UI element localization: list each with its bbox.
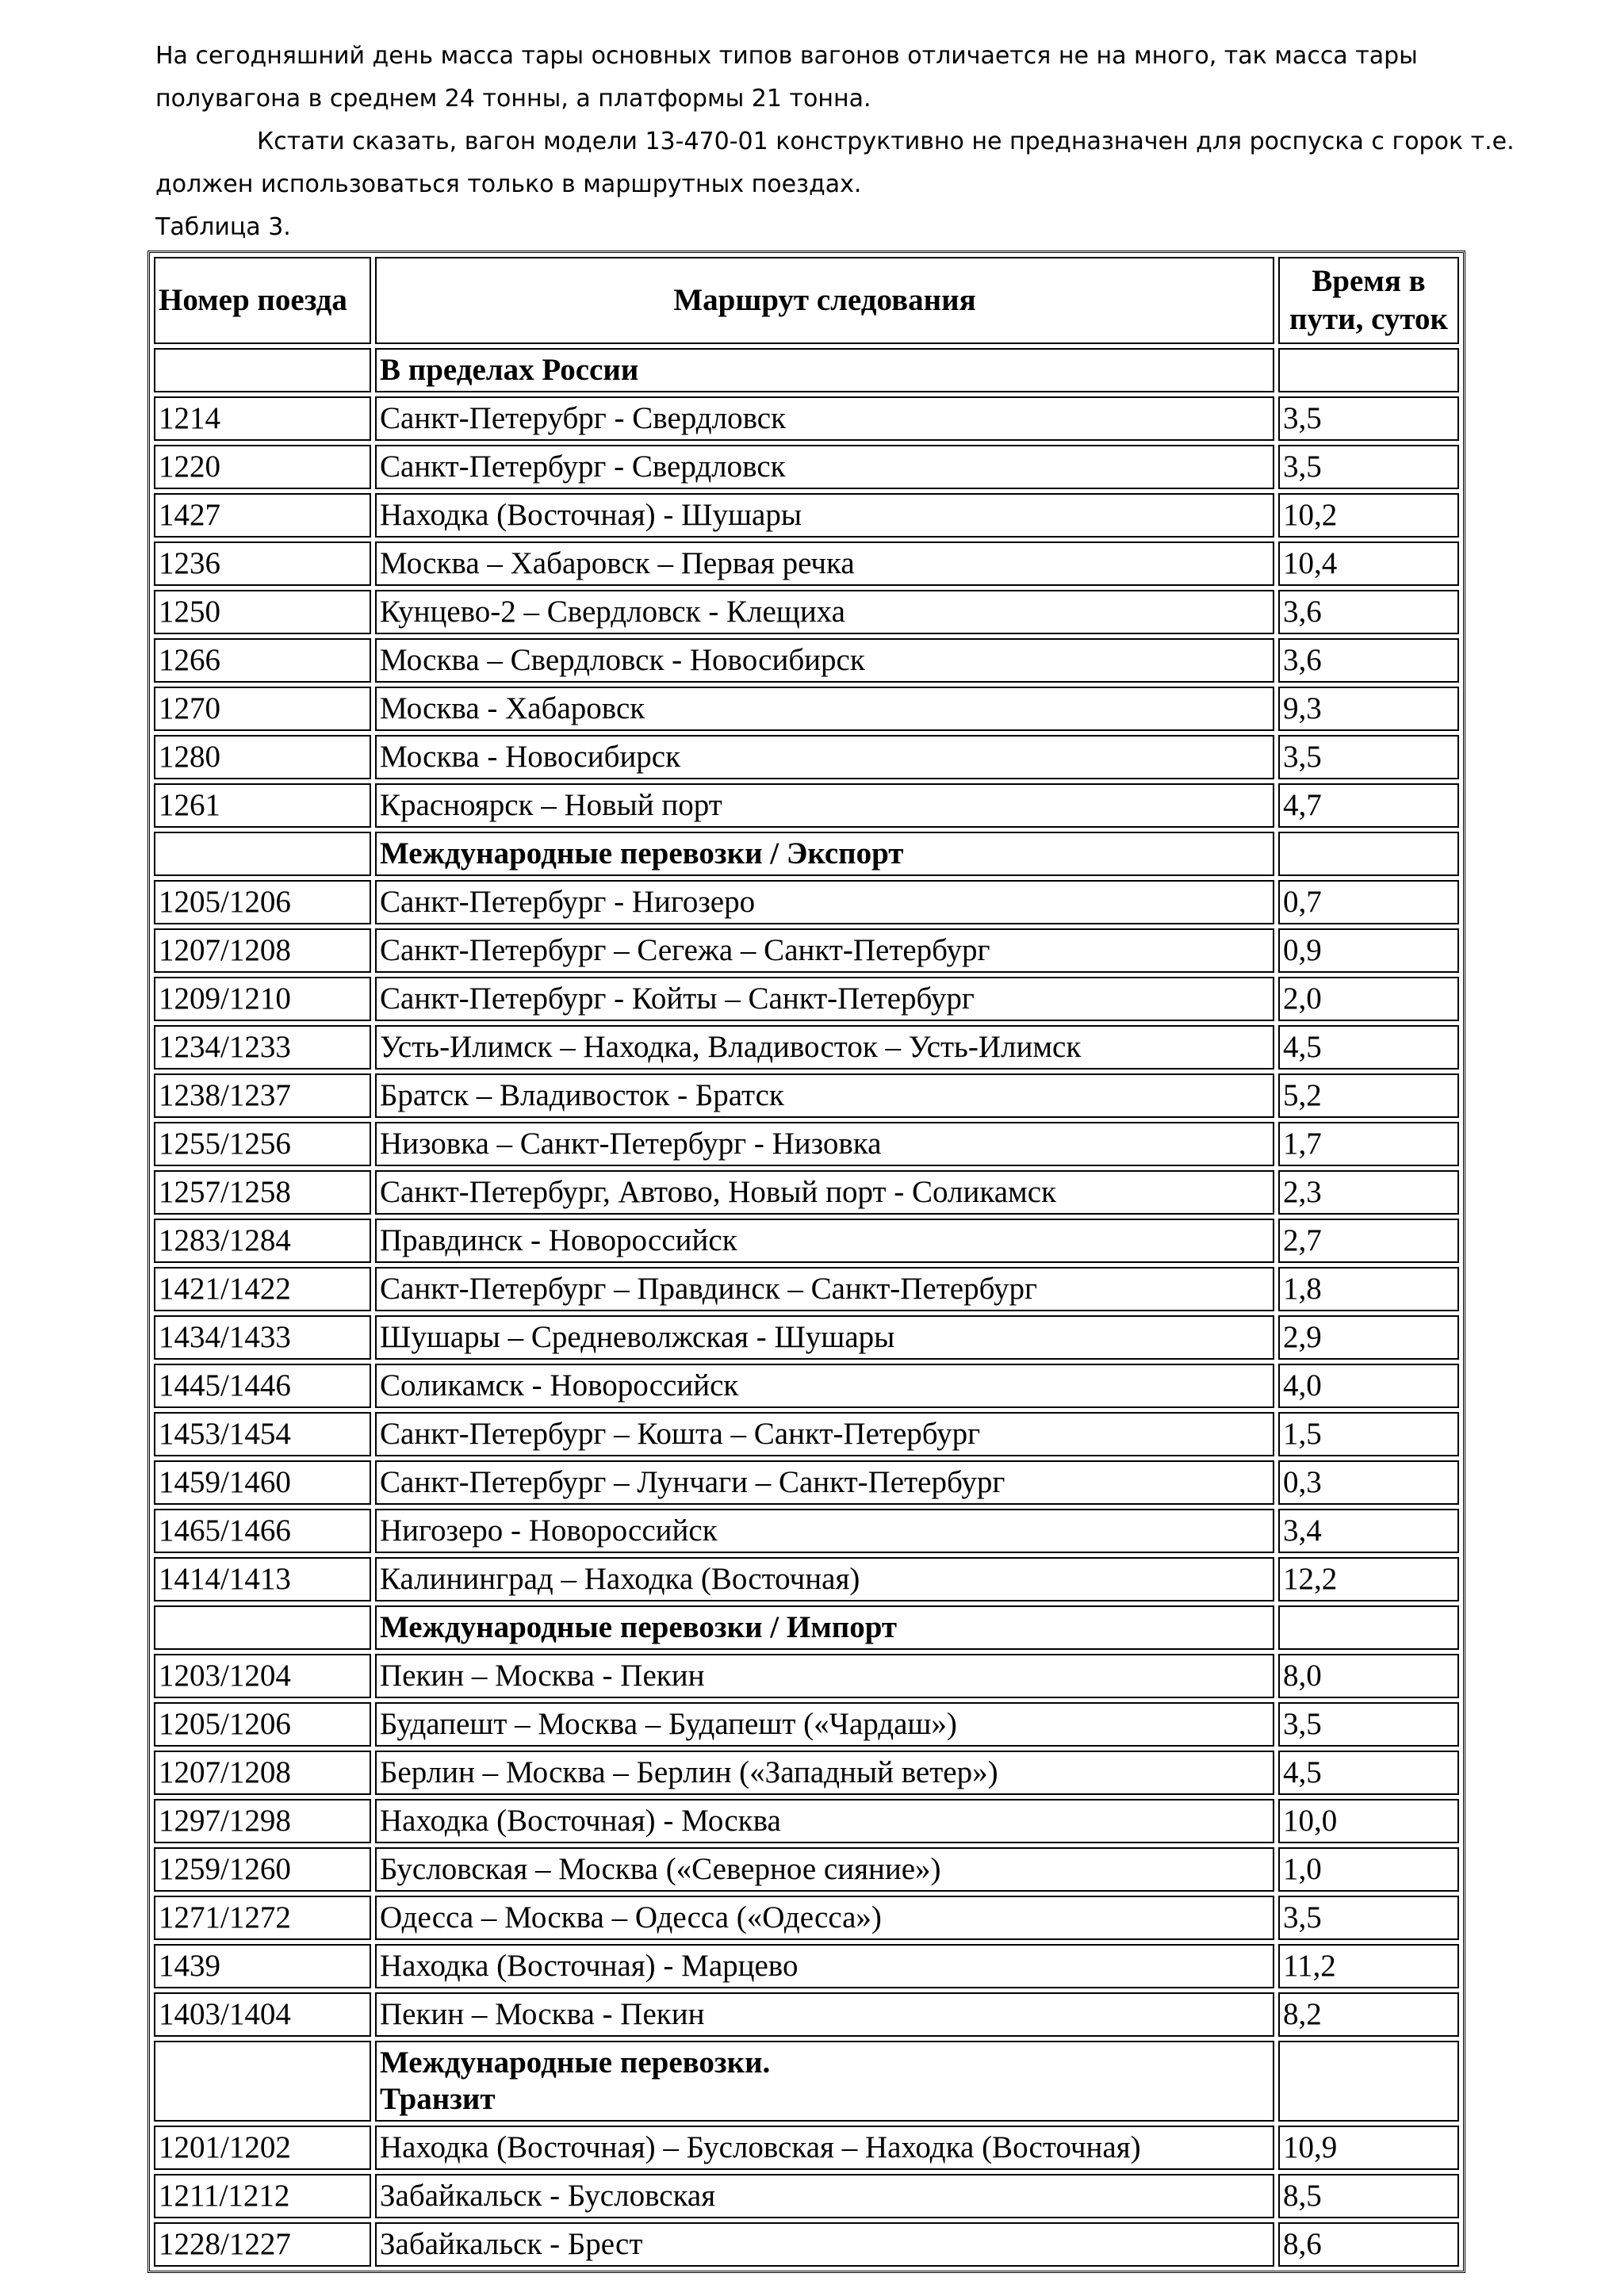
route: Низовка – Санкт-Петербург - Низовка [375, 1122, 1274, 1166]
table-header-row [154, 257, 1459, 344]
train-number: 1459/1460 [154, 1460, 371, 1505]
route: Бусловская – Москва («Северное сияние») [375, 1847, 1274, 1892]
table-row [154, 928, 1459, 973]
travel-days: 8,2 [1278, 1992, 1459, 2037]
travel-days: 3,5 [1278, 396, 1459, 441]
route: Находка (Восточная) – Бусловская – Находка (Восточная) [375, 2126, 1274, 2170]
train-number: 1201/1202 [154, 2126, 371, 2170]
header-travel-time-line2: пути, суток [1289, 302, 1448, 336]
table-row [154, 1025, 1459, 1070]
travel-days: 3,5 [1278, 445, 1459, 489]
route: Москва – Свердловск - Новосибирск [375, 638, 1274, 683]
table-row [154, 1315, 1459, 1360]
train-number: 1205/1206 [154, 1702, 371, 1747]
section-title-line2: Транзит [380, 2082, 496, 2116]
section-empty-cell [1278, 832, 1459, 876]
travel-days: 5,2 [1278, 1073, 1459, 1118]
route: Правдинск - Новороссийск [375, 1219, 1274, 1263]
travel-days: 3,6 [1278, 638, 1459, 683]
travel-days: 8,6 [1278, 2222, 1459, 2267]
table-row [154, 638, 1459, 683]
train-number: 1453/1454 [154, 1412, 371, 1456]
header-train-number: Номер поезда [154, 257, 371, 344]
train-number: 1228/1227 [154, 2222, 371, 2267]
travel-days: 10,9 [1278, 2126, 1459, 2170]
travel-days: 2,7 [1278, 1219, 1459, 1263]
train-number: 1209/1210 [154, 977, 371, 1021]
train-number: 1445/1446 [154, 1364, 371, 1408]
travel-days: 2,3 [1278, 1170, 1459, 1215]
train-number: 1257/1258 [154, 1170, 371, 1215]
travel-days: 4,0 [1278, 1364, 1459, 1408]
travel-days: 3,5 [1278, 1702, 1459, 1747]
route: Москва – Хабаровск – Первая речка [375, 541, 1274, 586]
section-empty-cell [1278, 2041, 1459, 2122]
table-row [154, 1412, 1459, 1456]
section-row-export [154, 832, 1459, 876]
route: Москва - Хабаровск [375, 687, 1274, 731]
route: Калининград – Находка (Восточная) [375, 1557, 1274, 1601]
travel-days: 10,0 [1278, 1799, 1459, 1843]
section-row-import [154, 1605, 1459, 1650]
header-travel-time-line1: Время в [1312, 264, 1426, 298]
travel-days: 0,9 [1278, 928, 1459, 973]
route: Соликамск - Новороссийск [375, 1364, 1274, 1408]
section-empty-cell [154, 1605, 371, 1650]
table-row [154, 1896, 1459, 1940]
route: Находка (Восточная) - Москва [375, 1799, 1274, 1843]
travel-days: 9,3 [1278, 687, 1459, 731]
route: Санкт-Петербург – Лунчаги – Санкт-Петербург [375, 1460, 1274, 1505]
train-number: 1220 [154, 445, 371, 489]
travel-days: 8,5 [1278, 2174, 1459, 2218]
travel-days: 0,3 [1278, 1460, 1459, 1505]
intro-paragraph-1: На сегодняшний день масса тары основных типов вагонов отличается не на много, так масса тары полувагона в среднем 24 тонны, а платформы 21 тонна. [155, 42, 1418, 113]
section-row-transit [154, 2041, 1459, 2122]
train-number: 1439 [154, 1944, 371, 1988]
route: Санкт-Петербург – Правдинск – Санкт-Петербург [375, 1267, 1274, 1311]
travel-days: 4,7 [1278, 783, 1459, 828]
table-row [154, 1654, 1459, 1698]
route: Санкт-Петербург - Койты – Санкт-Петербург [375, 977, 1274, 1021]
table-row [154, 1364, 1459, 1408]
table-row [154, 735, 1459, 779]
train-number: 1270 [154, 687, 371, 731]
section-title-line1: Международные перевозки. [380, 2045, 771, 2080]
intro-paragraph-2: Кстати сказать, вагон модели 13-470-01 конструктивно не предназначен для роспуска с горок т.е. должен использоваться только в маршрутных поездах. [155, 128, 1515, 198]
train-number: 1280 [154, 735, 371, 779]
route: Санкт-Петербург - Нигозеро [375, 880, 1274, 924]
route: Забайкальск - Брест [375, 2222, 1274, 2267]
train-number: 1203/1204 [154, 1654, 371, 1698]
table-row [154, 1509, 1459, 1553]
route: Находка (Восточная) - Шушары [375, 493, 1274, 538]
travel-days: 10,4 [1278, 541, 1459, 586]
intro-text [155, 35, 1519, 249]
table-row [154, 1460, 1459, 1505]
table-row [154, 1219, 1459, 1263]
train-number: 1271/1272 [154, 1896, 371, 1940]
train-number: 1259/1260 [154, 1847, 371, 1892]
table-row [154, 783, 1459, 828]
train-number: 1214 [154, 396, 371, 441]
train-number: 1414/1413 [154, 1557, 371, 1601]
route: Находка (Восточная) - Марцево [375, 1944, 1274, 1988]
travel-days: 10,2 [1278, 493, 1459, 538]
table-row [154, 396, 1459, 441]
train-number: 1250 [154, 590, 371, 634]
train-number: 1238/1237 [154, 1073, 371, 1118]
table-row [154, 1702, 1459, 1747]
train-number: 1207/1208 [154, 928, 371, 973]
travel-days: 3,4 [1278, 1509, 1459, 1553]
section-empty-cell [1278, 348, 1459, 392]
travel-days: 12,2 [1278, 1557, 1459, 1601]
table-row [154, 2174, 1459, 2218]
route: Москва - Новосибирск [375, 735, 1274, 779]
route: Шушары – Средневолжская - Шушары [375, 1315, 1274, 1360]
table-row [154, 1992, 1459, 2037]
travel-days: 0,7 [1278, 880, 1459, 924]
route: Забайкальск - Бусловская [375, 2174, 1274, 2218]
header-route: Маршрут следования [375, 257, 1274, 344]
section-row-russia [154, 348, 1459, 392]
travel-days: 2,9 [1278, 1315, 1459, 1360]
table-row [154, 1267, 1459, 1311]
table-row [154, 541, 1459, 586]
route: Берлин – Москва – Берлин («Западный ветер») [375, 1751, 1274, 1795]
travel-days: 3,6 [1278, 590, 1459, 634]
table-row [154, 590, 1459, 634]
train-number: 1403/1404 [154, 1992, 371, 2037]
route: Санкт-Петербург – Кошта – Санкт-Петербург [375, 1412, 1274, 1456]
table-row [154, 2126, 1459, 2170]
route: Санкт-Петербург – Сегежа – Санкт-Петербург [375, 928, 1274, 973]
train-number: 1234/1233 [154, 1025, 371, 1070]
table-row [154, 977, 1459, 1021]
table-row [154, 1944, 1459, 1988]
table-row [154, 1799, 1459, 1843]
header-travel-time [1278, 257, 1459, 344]
train-number: 1205/1206 [154, 880, 371, 924]
train-routes-table-frame [147, 251, 1465, 2273]
train-number: 1207/1208 [154, 1751, 371, 1795]
train-number: 1427 [154, 493, 371, 538]
train-number: 1465/1466 [154, 1509, 371, 1553]
travel-days: 11,2 [1278, 1944, 1459, 1988]
route: Будапешт – Москва – Будапешт («Чардаш») [375, 1702, 1274, 1747]
section-title [375, 2041, 1274, 2122]
train-number: 1297/1298 [154, 1799, 371, 1843]
section-title: Международные перевозки / Импорт [375, 1605, 1274, 1650]
travel-days: 3,5 [1278, 735, 1459, 779]
table-row [154, 880, 1459, 924]
section-title: В пределах России [375, 348, 1274, 392]
train-routes-table [150, 253, 1463, 2271]
table-caption: Таблица 3. [155, 213, 291, 241]
route: Пекин – Москва - Пекин [375, 1654, 1274, 1698]
travel-days: 4,5 [1278, 1025, 1459, 1070]
travel-days: 1,7 [1278, 1122, 1459, 1166]
train-number: 1211/1212 [154, 2174, 371, 2218]
train-number: 1255/1256 [154, 1122, 371, 1166]
travel-days: 1,0 [1278, 1847, 1459, 1892]
route: Кунцево-2 – Свердловск - Клещиха [375, 590, 1274, 634]
train-number: 1261 [154, 783, 371, 828]
table-row [154, 2222, 1459, 2267]
section-empty-cell [154, 2041, 371, 2122]
table-row [154, 1170, 1459, 1215]
route: Нигозеро - Новороссийск [375, 1509, 1274, 1553]
section-title: Международные перевозки / Экспорт [375, 832, 1274, 876]
train-number: 1421/1422 [154, 1267, 371, 1311]
table-row [154, 493, 1459, 538]
route: Одесса – Москва – Одесса («Одесса») [375, 1896, 1274, 1940]
travel-days: 2,0 [1278, 977, 1459, 1021]
table-row [154, 1847, 1459, 1892]
table-row [154, 1751, 1459, 1795]
train-number: 1266 [154, 638, 371, 683]
train-number: 1434/1433 [154, 1315, 371, 1360]
section-empty-cell [154, 348, 371, 392]
route: Братск – Владивосток - Братск [375, 1073, 1274, 1118]
section-empty-cell [1278, 1605, 1459, 1650]
travel-days: 1,5 [1278, 1412, 1459, 1456]
table-row [154, 1073, 1459, 1118]
travel-days: 8,0 [1278, 1654, 1459, 1698]
train-number: 1236 [154, 541, 371, 586]
table-row [154, 1557, 1459, 1601]
route: Красноярск – Новый порт [375, 783, 1274, 828]
travel-days: 4,5 [1278, 1751, 1459, 1795]
route: Санкт-Петерубрг - Свердловск [375, 396, 1274, 441]
travel-days: 1,8 [1278, 1267, 1459, 1311]
table-row [154, 445, 1459, 489]
route: Санкт-Петербург - Свердловск [375, 445, 1274, 489]
table-row [154, 687, 1459, 731]
travel-days: 3,5 [1278, 1896, 1459, 1940]
route: Усть-Илимск – Находка, Владивосток – Усть-Илимск [375, 1025, 1274, 1070]
train-number: 1283/1284 [154, 1219, 371, 1263]
route: Пекин – Москва - Пекин [375, 1992, 1274, 2037]
route: Санкт-Петербург, Автово, Новый порт - Соликамск [375, 1170, 1274, 1215]
section-empty-cell [154, 832, 371, 876]
table-row [154, 1122, 1459, 1166]
